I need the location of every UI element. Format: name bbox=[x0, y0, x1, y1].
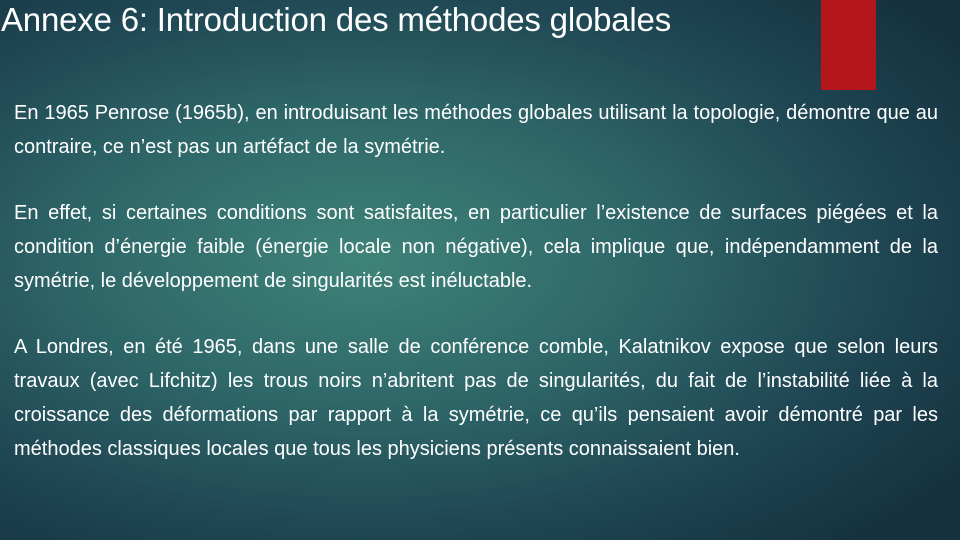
slide-title: Annexe 6: Introduction des méthodes globales bbox=[1, 1, 671, 38]
accent-bar bbox=[821, 0, 876, 90]
paragraph-kalatnikov: A Londres, en été 1965, dans une salle de conférence comble, Kalatnikov expose que selon leurs travaux (avec Lifchitz) les trous noirs n’abritent pas de singularités, du fait de l’instabilité liée à la croissance des déformations par rapport à la symétrie, ce qu’ils pensaient avoir démontré par les méthodes classiques locales que tous les physiciens présents connaissaient bien. bbox=[14, 336, 938, 460]
paragraph-penrose: En 1965 Penrose (1965b), en introduisant les méthodes globales utilisant la topologie, démontre que au contraire, ce n’est pas un artéfact de la symétrie. bbox=[14, 102, 938, 158]
slide-body bbox=[14, 96, 938, 466]
paragraph-conditions: En effet, si certaines conditions sont satisfaites, en particulier l’existence de surfaces piégées et la condition d’énergie faible (énergie locale non négative), cela implique que, indépendamment de la symétrie, le développement de singularités est inéluctable. bbox=[14, 202, 938, 292]
